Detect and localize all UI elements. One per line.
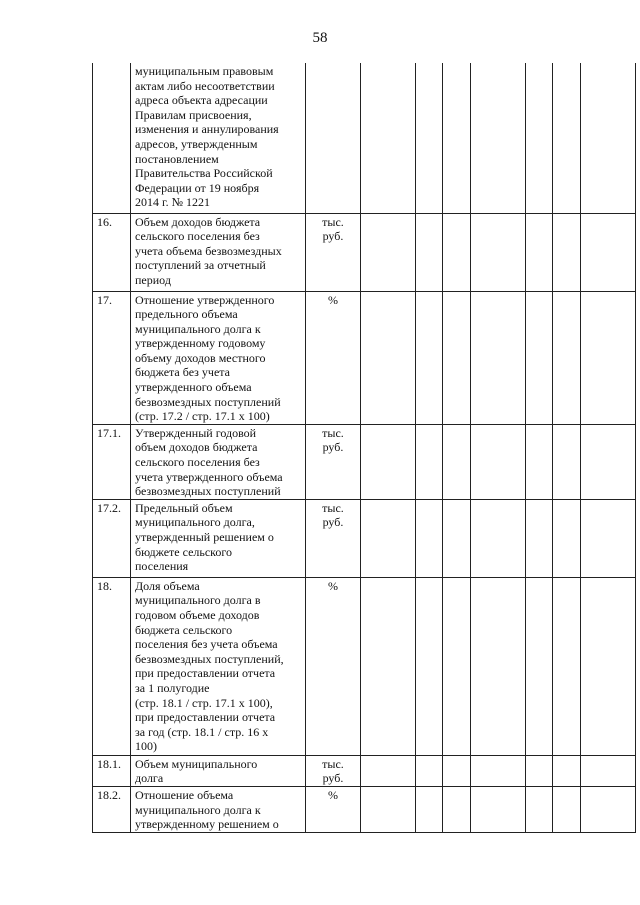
empty-value-cell	[526, 787, 553, 833]
table-row	[93, 787, 636, 833]
table-row	[93, 213, 636, 291]
table-row	[93, 291, 636, 424]
empty-value-cell	[443, 63, 471, 213]
empty-value-cell	[416, 63, 443, 213]
empty-value-cell	[361, 63, 416, 213]
table-row	[93, 499, 636, 577]
empty-value-cell	[443, 291, 471, 424]
row-number: 17.1.	[93, 424, 131, 499]
row-description: Отношение объема муниципального долга к утвержденному решением о	[131, 787, 306, 833]
row-unit: тыс. руб.	[306, 213, 361, 291]
empty-value-cell	[471, 755, 526, 786]
row-unit: %	[306, 577, 361, 755]
row-unit: %	[306, 291, 361, 424]
empty-value-cell	[553, 291, 581, 424]
empty-value-cell	[416, 291, 443, 424]
empty-value-cell	[416, 213, 443, 291]
table-row	[93, 424, 636, 499]
row-description: Утвержденный годовой объем доходов бюджета сельского поселения без учета утвержденного объема безвозмездных поступлений	[131, 424, 306, 499]
empty-value-cell	[471, 499, 526, 577]
row-description: муниципальным правовым актам либо несоответствии адреса объекта адресации Правилам присвоения, изменения и аннулирования адресов, утвержденным постановлением Правительства Российской Федерации от 19 ноября 2014 г. № 1221	[131, 63, 306, 213]
row-unit: тыс. руб.	[306, 755, 361, 786]
row-number: 16.	[93, 213, 131, 291]
empty-value-cell	[471, 63, 526, 213]
empty-value-cell	[361, 213, 416, 291]
row-unit: %	[306, 787, 361, 833]
indicators-table	[92, 63, 636, 833]
empty-value-cell	[361, 787, 416, 833]
empty-value-cell	[361, 499, 416, 577]
empty-value-cell	[443, 755, 471, 786]
empty-value-cell	[471, 577, 526, 755]
row-number	[93, 63, 131, 213]
empty-value-cell	[526, 755, 553, 786]
empty-value-cell	[553, 787, 581, 833]
empty-value-cell	[526, 291, 553, 424]
row-description: Отношение утвержденного предельного объема муниципального долга к утвержденному годовому объему доходов местного бюджета без учета утвержденного объема безвозмездных поступлений (стр. 17.2 / стр. 17.1 х 100)	[131, 291, 306, 424]
empty-value-cell	[581, 213, 636, 291]
empty-value-cell	[553, 577, 581, 755]
empty-value-cell	[443, 577, 471, 755]
empty-value-cell	[471, 787, 526, 833]
empty-value-cell	[416, 787, 443, 833]
row-number: 18.2.	[93, 787, 131, 833]
empty-value-cell	[416, 755, 443, 786]
empty-value-cell	[581, 499, 636, 577]
empty-value-cell	[526, 63, 553, 213]
empty-value-cell	[416, 499, 443, 577]
empty-value-cell	[361, 755, 416, 786]
empty-value-cell	[471, 424, 526, 499]
row-description: Объем доходов бюджета сельского поселения без учета объема безвозмездных поступлений за отчетный период	[131, 213, 306, 291]
row-number: 17.2.	[93, 499, 131, 577]
table-row	[93, 577, 636, 755]
empty-value-cell	[443, 787, 471, 833]
empty-value-cell	[471, 213, 526, 291]
row-unit: тыс. руб.	[306, 424, 361, 499]
empty-value-cell	[471, 291, 526, 424]
row-number: 18.	[93, 577, 131, 755]
empty-value-cell	[581, 755, 636, 786]
row-description: Объем муниципального долга	[131, 755, 306, 786]
empty-value-cell	[526, 424, 553, 499]
empty-value-cell	[581, 291, 636, 424]
empty-value-cell	[553, 63, 581, 213]
row-description: Предельный объем муниципального долга, утвержденный решением о бюджете сельского поселения	[131, 499, 306, 577]
empty-value-cell	[361, 424, 416, 499]
empty-value-cell	[553, 424, 581, 499]
empty-value-cell	[443, 213, 471, 291]
row-number: 18.1.	[93, 755, 131, 786]
row-description: Доля объема муниципального долга в годовом объеме доходов бюджета сельского поселения без учета объема безвозмездных поступлений, при предоставлении отчета за 1 полугодие (стр. 18.1 / стр. 17.1 х 100), при предоставлении отчета за год (стр. 18.1 / стр. 16 х 100)	[131, 577, 306, 755]
empty-value-cell	[443, 424, 471, 499]
empty-value-cell	[526, 577, 553, 755]
empty-value-cell	[553, 755, 581, 786]
row-number: 17.	[93, 291, 131, 424]
page-number: 58	[312, 30, 328, 46]
empty-value-cell	[526, 499, 553, 577]
empty-value-cell	[553, 499, 581, 577]
row-unit: тыс. руб.	[306, 499, 361, 577]
table-row	[93, 755, 636, 786]
row-unit	[306, 63, 361, 213]
empty-value-cell	[416, 424, 443, 499]
empty-value-cell	[581, 787, 636, 833]
empty-value-cell	[553, 213, 581, 291]
empty-value-cell	[361, 577, 416, 755]
table-row	[93, 63, 636, 213]
empty-value-cell	[361, 291, 416, 424]
empty-value-cell	[416, 577, 443, 755]
empty-value-cell	[443, 499, 471, 577]
empty-value-cell	[581, 63, 636, 213]
empty-value-cell	[581, 424, 636, 499]
empty-value-cell	[526, 213, 553, 291]
empty-value-cell	[581, 577, 636, 755]
